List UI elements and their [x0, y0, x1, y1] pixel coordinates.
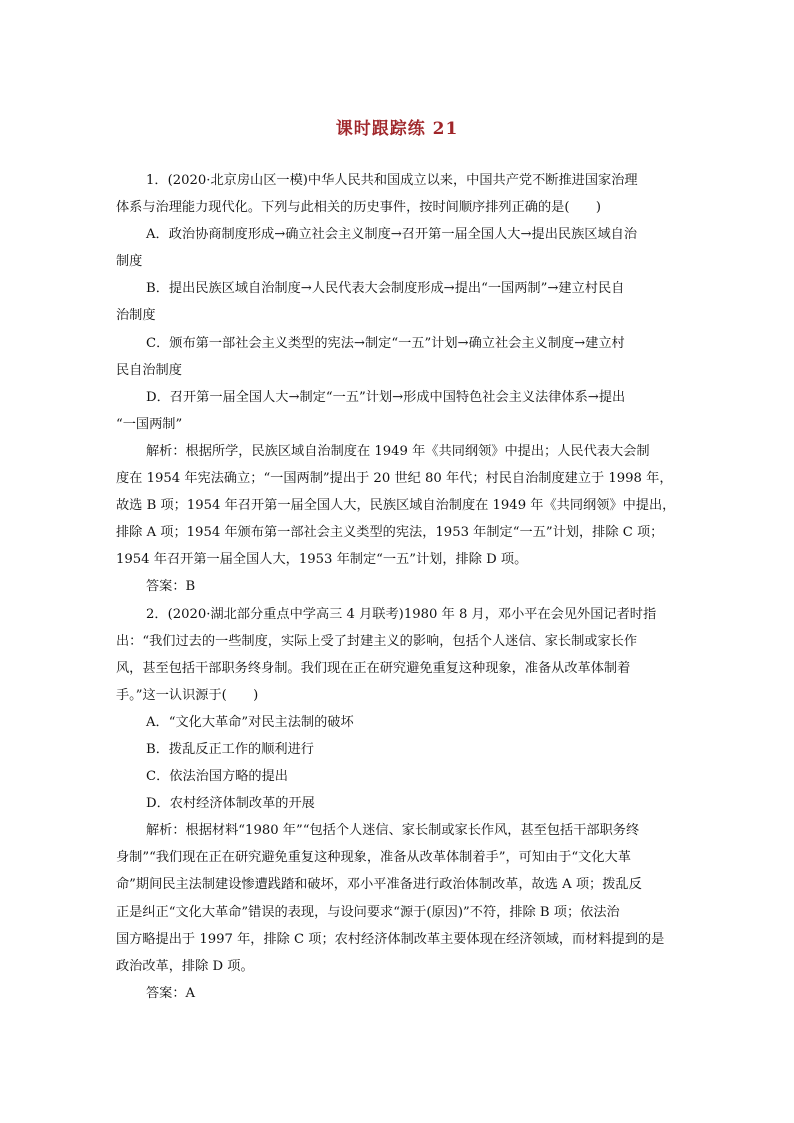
analysis-line: 故选 B 项；1954 年召开第一届全国人大，民族区域自治制度在 1949 年《共同纲领》中提出， — [116, 498, 676, 514]
analysis-line: 度在 1954 年宪法确立；“一国两制”提出于 20 世纪 80 年代；村民自治制度建立于 1998 年， — [116, 471, 673, 487]
question-1-option-a — [116, 221, 682, 275]
question-1 — [116, 167, 682, 601]
stem-line: 风，甚至包括干部职务终身制。我们现在正在研究避免重复这种现象，准备从改革体制着 — [116, 660, 631, 676]
question-2-option-d: D．农村经济体制改革的开展 — [146, 796, 315, 812]
option-line: B．提出民族区域自治制度→人民代表大会制度形成→提出“一国两制”→建立村民自 — [146, 281, 625, 297]
analysis-line: 正是纠正“文化大革命”错误的表现，与设问要求“源于(原因)”不符，排除 B 项；依法治 — [116, 904, 620, 920]
analysis-line: 命”期间民主法制建设惨遭践踏和破坏，邓小平准备进行政治体制改革，故选 A 项；拨乱反 — [116, 877, 642, 893]
option-line: 治制度 — [116, 308, 156, 324]
stem-line: 1．(2020·北京房山区一模)中华人民共和国成立以来，中国共产党不断推进国家治理 — [146, 173, 638, 188]
question-1-answer: 答案：B — [146, 579, 196, 595]
question-1-stem — [116, 167, 682, 221]
document-body — [116, 167, 682, 1007]
question-2-answer: 答案：A — [146, 985, 196, 1001]
analysis-line: 排除 A 项；1954 年颁布第一部社会主义类型的宪法，1953 年制定“一五”计划，排除 C 项； — [116, 525, 664, 541]
question-2-option-c: C．依法治国方略的提出 — [146, 769, 288, 785]
option-line: A．政治协商制度形成→确立社会主义制度→召开第一届全国人大→提出民族区域自治 — [146, 227, 638, 243]
option-line: C．颁布第一部社会主义类型的宪法→制定“一五”计划→确立社会主义制度→建立村 — [146, 335, 625, 351]
stem-line: 体系与治理能力现代化。下列与此相关的历史事件，按时间顺序排列正确的是( ) — [116, 200, 602, 216]
question-1-option-b — [116, 275, 682, 329]
option-line: D．召开第一届全国人大→制定“一五”计划→形成中国特色社会主义法律体系→提出 — [146, 389, 626, 405]
question-2-option-b: B．拨乱反正工作的顺利进行 — [146, 741, 314, 757]
stem-line: 2．(2020·湖北部分重点中学高三 4 月联考)1980 年 8 月，邓小平在会见外国记者时指 — [146, 606, 657, 622]
analysis-line: 解析：根据材料“1980 年”“包括个人迷信、家长制或家长作风，甚至包括干部职务终 — [146, 823, 640, 839]
question-2-stem — [116, 601, 682, 709]
question-1-option-d — [116, 384, 682, 438]
question-2-option-a: A．“文化大革命”对民主法制的破坏 — [146, 714, 354, 730]
option-line: 制度 — [116, 254, 143, 270]
stem-line: 手。”这一认识源于( ) — [116, 687, 259, 703]
page-title: 课时跟踪练 21 — [335, 119, 459, 139]
question-2 — [116, 601, 682, 1007]
option-line: 民自治制度 — [116, 362, 182, 378]
analysis-line: 1954 年召开第一届全国人大，1953 年制定“一五”计划，排除 D 项。 — [116, 552, 528, 568]
stem-line: 出：“我们过去的一些制度，实际上受了封建主义的影响，包括个人迷信、家长制或家长作 — [116, 633, 638, 649]
question-2-options — [116, 709, 682, 817]
question-1-analysis — [116, 438, 682, 573]
analysis-line: 身制”“我们现在正在研究避免重复这种现象，准备从改革体制着手”，可知由于“文化大革 — [116, 850, 631, 866]
analysis-line: 政治改革，排除 D 项。 — [116, 958, 254, 974]
analysis-line: 解析：根据所学，民族区域自治制度在 1949 年《共同纲领》中提出；人民代表大会制 — [146, 443, 650, 459]
question-1-option-c — [116, 330, 682, 384]
analysis-line: 国方略提出于 1997 年，排除 C 项；农村经济体制改革主要体现在经济领域，而材料提到的是 — [116, 931, 665, 947]
question-2-analysis — [116, 817, 682, 980]
option-line: “一国两制” — [116, 416, 183, 432]
